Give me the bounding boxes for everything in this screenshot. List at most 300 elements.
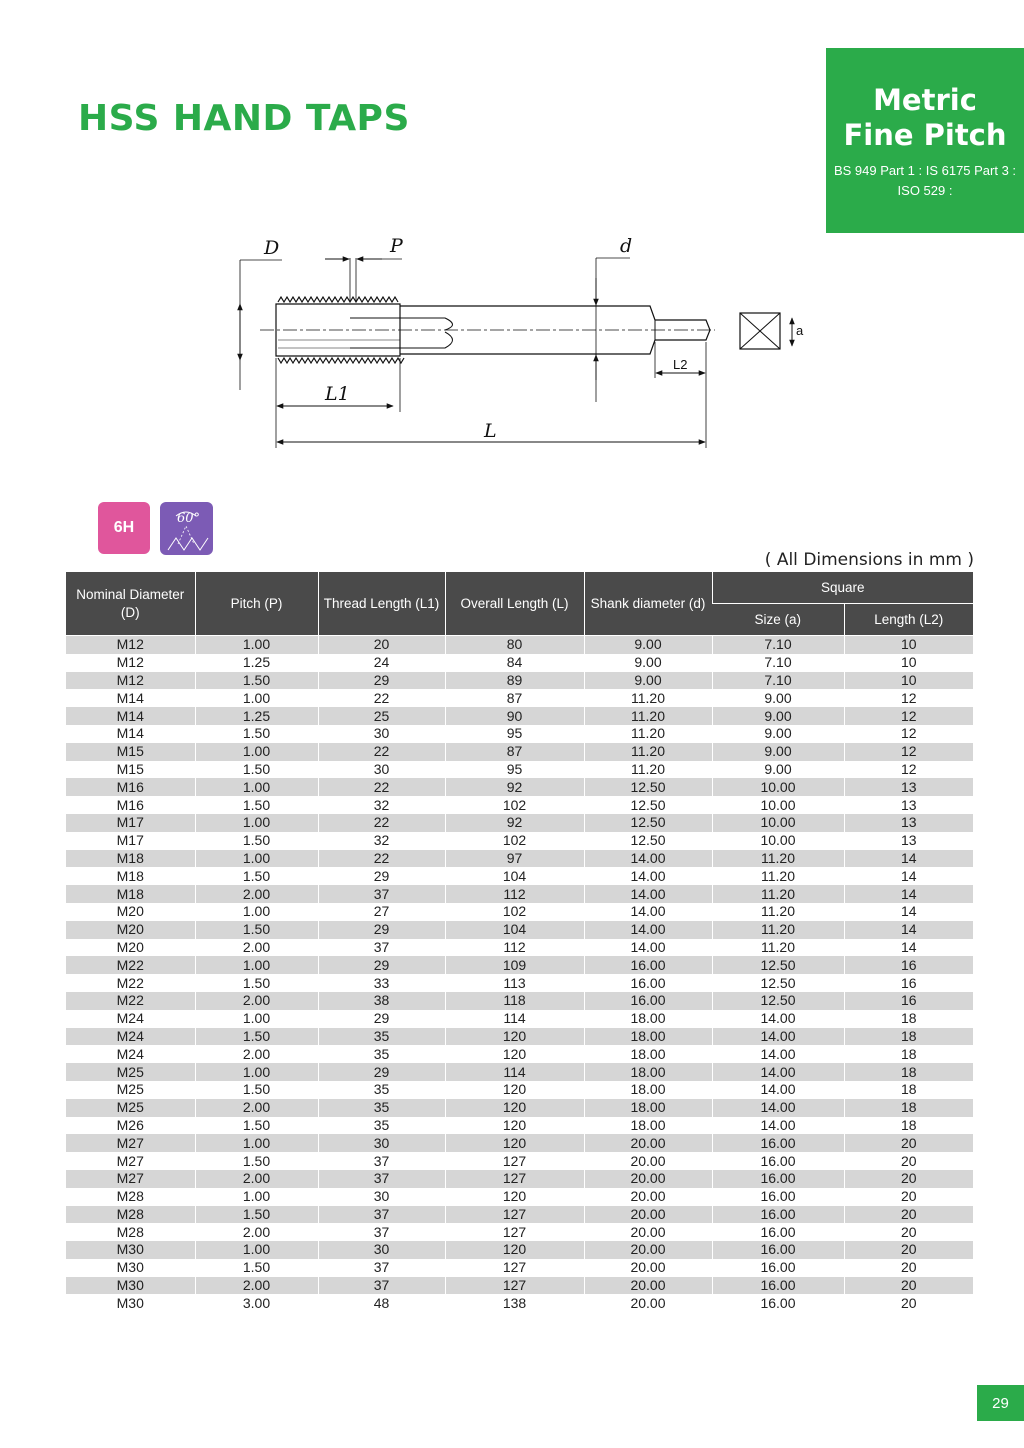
- table-cell: M25: [66, 1063, 195, 1081]
- table-cell: 12: [844, 707, 973, 725]
- table-cell: M18: [116, 867, 144, 884]
- table-cell: 10: [844, 654, 973, 672]
- table-cell: M20: [116, 938, 144, 955]
- table-cell: M24: [116, 1045, 144, 1062]
- table-row: [66, 654, 973, 672]
- table-cell: 16.00: [712, 1223, 844, 1241]
- table-cell: M12: [66, 672, 195, 690]
- table-cell: 16.00: [712, 1294, 844, 1312]
- table-cell: 13: [844, 778, 973, 796]
- table-cell: 48: [318, 1294, 445, 1312]
- table-cell: 35: [318, 1081, 445, 1099]
- table-cell: 127: [445, 1259, 584, 1277]
- header-square-length: Length (L2): [844, 604, 973, 636]
- table-cell: 20: [844, 1170, 973, 1188]
- spec-table: [66, 572, 973, 1312]
- table-row: [66, 1063, 973, 1081]
- table-cell: 14: [844, 939, 973, 957]
- table-cell: 13: [844, 814, 973, 832]
- category-badge: [826, 48, 1024, 233]
- table-cell: 109: [445, 956, 584, 974]
- table-cell: 1.00: [195, 814, 318, 832]
- table-cell: 16.00: [584, 974, 712, 992]
- table-row: [66, 1045, 973, 1063]
- table-cell: 1.00: [195, 1241, 318, 1259]
- table-cell: 30: [318, 1241, 445, 1259]
- table-cell: 2.00: [195, 885, 318, 903]
- table-cell: 16.00: [712, 1170, 844, 1188]
- table-cell: M24: [66, 1028, 195, 1046]
- table-cell: 16.00: [712, 1241, 844, 1259]
- table-cell: 35: [318, 1117, 445, 1135]
- header-shank-diameter: Shank diameter (d): [584, 572, 712, 636]
- table-cell: 7.10: [712, 672, 844, 690]
- table-cell: 35: [318, 1045, 445, 1063]
- table-cell: 18: [844, 1045, 973, 1063]
- table-cell: 11.20: [712, 850, 844, 868]
- table-cell: 20.00: [584, 1206, 712, 1224]
- thread-angle-icon: [160, 502, 213, 555]
- table-cell: 1.50: [195, 832, 318, 850]
- table-row: [66, 1099, 973, 1117]
- tap-diagram: [230, 230, 820, 460]
- table-cell: 16.00: [712, 1188, 844, 1206]
- table-cell: 9.00: [584, 654, 712, 672]
- table-cell: 16.00: [712, 1152, 844, 1170]
- table-cell: 1.50: [195, 1259, 318, 1277]
- table-cell: 37: [318, 1206, 445, 1224]
- table-cell: 2.00: [195, 1045, 318, 1063]
- label-d: d: [620, 235, 633, 257]
- table-row: [66, 903, 973, 921]
- table-cell: M15: [116, 760, 144, 777]
- dimensions-note: ( All Dimensions in mm ): [764, 550, 974, 570]
- table-row: [66, 761, 973, 779]
- table-cell: M16: [66, 778, 195, 796]
- table-cell: 9.00: [584, 672, 712, 690]
- table-cell: 20: [318, 636, 445, 654]
- table-cell: 11.20: [584, 689, 712, 707]
- table-cell: 12.50: [584, 814, 712, 832]
- table-cell: 92: [445, 814, 584, 832]
- table-cell: 1.00: [195, 956, 318, 974]
- table-row: [66, 1134, 973, 1152]
- table-cell: 14.00: [712, 1045, 844, 1063]
- table-cell: 127: [445, 1170, 584, 1188]
- thread-angle-label: 60°: [177, 511, 201, 526]
- page-number: 29: [977, 1385, 1024, 1421]
- table-cell: 1.50: [195, 672, 318, 690]
- table-cell: 16.00: [712, 1134, 844, 1152]
- table-cell: M14: [66, 707, 195, 725]
- table-cell: 11.20: [584, 743, 712, 761]
- table-row: [66, 1028, 973, 1046]
- table-cell: 14.00: [712, 1010, 844, 1028]
- table-cell: M27: [116, 1152, 144, 1169]
- table-cell: M26: [116, 1116, 144, 1133]
- table-cell: 16.00: [712, 1259, 844, 1277]
- table-cell: 10.00: [712, 796, 844, 814]
- table-cell: 2.00: [195, 1170, 318, 1188]
- table-cell: 16.00: [584, 992, 712, 1010]
- badge-line-1: Metric: [873, 83, 977, 117]
- table-cell: 14.00: [712, 1099, 844, 1117]
- badge-standards: BS 949 Part 1 : IS 6175 Part 3 : ISO 529 :: [833, 163, 1017, 198]
- table-cell: 10: [844, 672, 973, 690]
- table-cell: 127: [445, 1277, 584, 1295]
- table-cell: 12.50: [584, 796, 712, 814]
- header-pitch: Pitch (P): [195, 572, 318, 636]
- table-cell: M30: [66, 1277, 195, 1295]
- label-D: D: [264, 237, 280, 259]
- table-row: [66, 743, 973, 761]
- table-cell: 95: [445, 761, 584, 779]
- table-cell: M20: [66, 921, 195, 939]
- table-cell: 14.00: [712, 1081, 844, 1099]
- table-cell: 10.00: [712, 814, 844, 832]
- table-cell: M22: [66, 956, 195, 974]
- table-cell: 20.00: [584, 1134, 712, 1152]
- table-row: [66, 1277, 973, 1295]
- table-cell: 14: [844, 885, 973, 903]
- thread-teeth-top: [278, 297, 398, 302]
- table-cell: 18: [844, 1099, 973, 1117]
- table-cell: 84: [445, 654, 584, 672]
- header-overall-length: Overall Length (L): [445, 572, 584, 636]
- table-cell: M18: [66, 885, 195, 903]
- label-P: P: [390, 235, 403, 257]
- table-row: [66, 956, 973, 974]
- table-cell: 20: [844, 1259, 973, 1277]
- table-cell: 30: [318, 1134, 445, 1152]
- table-cell: 112: [445, 885, 584, 903]
- table-row: [66, 1010, 973, 1028]
- table-cell: 22: [318, 778, 445, 796]
- table-cell: 14.00: [584, 921, 712, 939]
- table-cell: 2.00: [195, 1223, 318, 1241]
- thread-teeth-bottom: [278, 358, 404, 363]
- table-cell: 29: [318, 672, 445, 690]
- table-cell: 20: [844, 1241, 973, 1259]
- table-cell: 16.00: [712, 1206, 844, 1224]
- table-row: [66, 939, 973, 957]
- table-cell: 120: [445, 1241, 584, 1259]
- table-cell: 14: [844, 867, 973, 885]
- table-row: [66, 867, 973, 885]
- table-cell: 14.00: [584, 939, 712, 957]
- table-cell: 11.20: [584, 725, 712, 743]
- table-row: [66, 707, 973, 725]
- table-cell: 7.10: [712, 654, 844, 672]
- table-cell: 1.50: [195, 867, 318, 885]
- table-cell: 12.50: [712, 992, 844, 1010]
- thread-angle-graphic: [160, 502, 213, 555]
- table-row: [66, 1081, 973, 1099]
- table-cell: 2.00: [195, 992, 318, 1010]
- table-cell: M22: [66, 992, 195, 1010]
- table-cell: 1.00: [195, 778, 318, 796]
- table-cell: M28: [66, 1206, 195, 1224]
- table-cell: 12.50: [712, 956, 844, 974]
- table-row: [66, 814, 973, 832]
- table-cell: 1.00: [195, 1010, 318, 1028]
- table-cell: 37: [318, 1277, 445, 1295]
- table-cell: 13: [844, 796, 973, 814]
- table-cell: 37: [318, 1259, 445, 1277]
- table-cell: 20: [844, 1223, 973, 1241]
- table-cell: 120: [445, 1028, 584, 1046]
- table-cell: 18.00: [584, 1028, 712, 1046]
- table-cell: 25: [318, 707, 445, 725]
- table-cell: M22: [116, 974, 144, 991]
- table-cell: 18: [844, 1063, 973, 1081]
- table-cell: 92: [445, 778, 584, 796]
- table-cell: M25: [66, 1099, 195, 1117]
- table-cell: 20.00: [584, 1152, 712, 1170]
- table-cell: 29: [318, 867, 445, 885]
- table-row: [66, 725, 973, 743]
- table-cell: 104: [445, 921, 584, 939]
- table-cell: 9.00: [712, 743, 844, 761]
- table-cell: 1.50: [195, 1117, 318, 1135]
- table-cell: M24: [116, 1010, 144, 1027]
- table-cell: 113: [445, 974, 584, 992]
- table-row: [66, 1117, 973, 1135]
- table-cell: 90: [445, 707, 584, 725]
- table-cell: 29: [318, 921, 445, 939]
- table-row: [66, 1294, 973, 1312]
- table-cell: 9.00: [712, 761, 844, 779]
- table-row: [66, 974, 973, 992]
- table-row: [66, 636, 973, 654]
- table-cell: 12.50: [584, 778, 712, 796]
- table-cell: 20: [844, 1188, 973, 1206]
- table-cell: 14: [844, 850, 973, 868]
- tolerance-class-icon: [98, 502, 150, 554]
- table-row: [66, 778, 973, 796]
- table-row: [66, 1170, 973, 1188]
- table-cell: 11.20: [712, 885, 844, 903]
- header-square-size: Size (a): [712, 604, 844, 636]
- table-cell: 80: [445, 636, 584, 654]
- table-cell: 18: [844, 1117, 973, 1135]
- table-cell: 1.00: [195, 850, 318, 868]
- table-cell: 3.00: [195, 1294, 318, 1312]
- table-cell: M30: [116, 1294, 144, 1311]
- table-cell: M28: [116, 1188, 144, 1205]
- table-cell: 1.50: [195, 1028, 318, 1046]
- table-cell: 22: [318, 743, 445, 761]
- table-cell: 87: [445, 689, 584, 707]
- table-cell: 18.00: [584, 1099, 712, 1117]
- table-cell: 33: [318, 974, 445, 992]
- table-row: [66, 921, 973, 939]
- table-cell: 20.00: [584, 1294, 712, 1312]
- table-cell: 120: [445, 1117, 584, 1135]
- table-cell: 14.00: [712, 1117, 844, 1135]
- table-cell: 11.20: [584, 707, 712, 725]
- table-cell: 9.00: [712, 689, 844, 707]
- table-cell: 1.50: [195, 725, 318, 743]
- table-cell: 20.00: [584, 1188, 712, 1206]
- table-cell: 16: [844, 956, 973, 974]
- table-row: [66, 1206, 973, 1224]
- table-cell: 1.00: [195, 689, 318, 707]
- table-cell: 120: [445, 1099, 584, 1117]
- table-cell: 18.00: [584, 1081, 712, 1099]
- table-cell: 35: [318, 1099, 445, 1117]
- header-thread-length: Thread Length (L1): [318, 572, 445, 636]
- table-cell: M30: [66, 1241, 195, 1259]
- table-row: [66, 1152, 973, 1170]
- table-cell: M30: [116, 1259, 144, 1276]
- table-cell: 18: [844, 1081, 973, 1099]
- table-cell: 22: [318, 814, 445, 832]
- table-cell: 102: [445, 796, 584, 814]
- table-cell: M17: [116, 832, 144, 849]
- table-cell: 37: [318, 885, 445, 903]
- table-cell: 16: [844, 974, 973, 992]
- table-cell: 102: [445, 832, 584, 850]
- label-L2: L2: [673, 357, 688, 372]
- table-cell: 1.25: [195, 707, 318, 725]
- table-cell: 32: [318, 832, 445, 850]
- table-cell: 20.00: [584, 1223, 712, 1241]
- table-cell: 1.50: [195, 796, 318, 814]
- table-cell: 14.00: [584, 867, 712, 885]
- table-cell: 138: [445, 1294, 584, 1312]
- table-cell: 18: [844, 1010, 973, 1028]
- table-row: [66, 1188, 973, 1206]
- header-nominal: Nominal Diameter (D): [66, 572, 195, 636]
- table-cell: 20: [844, 1152, 973, 1170]
- table-cell: 1.00: [195, 743, 318, 761]
- table-cell: 9.00: [584, 636, 712, 654]
- table-cell: 120: [445, 1081, 584, 1099]
- table-cell: 11.20: [712, 921, 844, 939]
- table-row: [66, 1241, 973, 1259]
- table-row: [66, 672, 973, 690]
- table-cell: 27: [318, 903, 445, 921]
- table-cell: 30: [318, 725, 445, 743]
- table-row: [66, 850, 973, 868]
- table-cell: 12: [844, 725, 973, 743]
- table-cell: M14: [116, 689, 144, 706]
- table-cell: 7.10: [712, 636, 844, 654]
- table-cell: 38: [318, 992, 445, 1010]
- table-cell: M27: [66, 1134, 195, 1152]
- table-cell: M18: [66, 850, 195, 868]
- table-cell: M15: [66, 743, 195, 761]
- table-cell: 118: [445, 992, 584, 1010]
- table-cell: 127: [445, 1206, 584, 1224]
- table-cell: 14.00: [584, 885, 712, 903]
- table-row: [66, 689, 973, 707]
- table-cell: 29: [318, 1010, 445, 1028]
- table-row: [66, 992, 973, 1010]
- table-cell: 16.00: [712, 1277, 844, 1295]
- table-cell: 20.00: [584, 1170, 712, 1188]
- table-cell: 22: [318, 850, 445, 868]
- table-cell: 32: [318, 796, 445, 814]
- table-cell: M14: [116, 725, 144, 742]
- table-cell: 11.20: [712, 903, 844, 921]
- table-cell: 37: [318, 1152, 445, 1170]
- page-title: HSS HAND TAPS: [78, 98, 410, 139]
- table-cell: 30: [318, 761, 445, 779]
- table-cell: 14.00: [584, 903, 712, 921]
- table-cell: 1.50: [195, 974, 318, 992]
- table-cell: 30: [318, 1188, 445, 1206]
- table-cell: 89: [445, 672, 584, 690]
- table-cell: 95: [445, 725, 584, 743]
- table-cell: M16: [116, 796, 144, 813]
- table-cell: 11.20: [712, 867, 844, 885]
- table-cell: 18.00: [584, 1063, 712, 1081]
- label-a: a: [796, 323, 804, 338]
- table-cell: 1.00: [195, 1134, 318, 1152]
- table-cell: 14.00: [712, 1063, 844, 1081]
- table-row: [66, 1223, 973, 1241]
- table-row: [66, 796, 973, 814]
- table-cell: 20: [844, 1206, 973, 1224]
- table-cell: 20: [844, 1294, 973, 1312]
- table-cell: 114: [445, 1063, 584, 1081]
- table-cell: M25: [116, 1081, 144, 1098]
- table-cell: 29: [318, 956, 445, 974]
- table-cell: 18.00: [584, 1045, 712, 1063]
- table-cell: 1.50: [195, 1081, 318, 1099]
- table-cell: M12: [66, 636, 195, 654]
- table-cell: 1.00: [195, 903, 318, 921]
- table-cell: 127: [445, 1223, 584, 1241]
- table-cell: 14.00: [712, 1028, 844, 1046]
- table-cell: 12: [844, 689, 973, 707]
- table-cell: 16.00: [584, 956, 712, 974]
- table-cell: 10: [844, 636, 973, 654]
- table-cell: 9.00: [712, 707, 844, 725]
- table-cell: 87: [445, 743, 584, 761]
- table-cell: 1.00: [195, 636, 318, 654]
- table-cell: 114: [445, 1010, 584, 1028]
- table-cell: M12: [116, 654, 144, 671]
- table-row: [66, 885, 973, 903]
- table-cell: 22: [318, 689, 445, 707]
- table-cell: 102: [445, 903, 584, 921]
- tolerance-class-label: 6H: [113, 519, 135, 536]
- table-cell: 20: [844, 1277, 973, 1295]
- table-cell: 29: [318, 1063, 445, 1081]
- table-cell: 12: [844, 743, 973, 761]
- table-cell: 18: [844, 1028, 973, 1046]
- table-cell: 10.00: [712, 832, 844, 850]
- table-cell: 14: [844, 921, 973, 939]
- table-cell: 14.00: [584, 850, 712, 868]
- table-cell: 20: [844, 1134, 973, 1152]
- table-cell: 14: [844, 903, 973, 921]
- table-cell: 24: [318, 654, 445, 672]
- badge-line-2: Fine Pitch: [843, 118, 1007, 152]
- table-cell: 37: [318, 1170, 445, 1188]
- table-cell: 2.00: [195, 1099, 318, 1117]
- table-cell: 18.00: [584, 1010, 712, 1028]
- table-row: [66, 1259, 973, 1277]
- table-cell: 120: [445, 1045, 584, 1063]
- table-cell: 11.20: [584, 761, 712, 779]
- table-cell: 37: [318, 1223, 445, 1241]
- table-cell: 1.25: [195, 654, 318, 672]
- table-cell: 12.50: [584, 832, 712, 850]
